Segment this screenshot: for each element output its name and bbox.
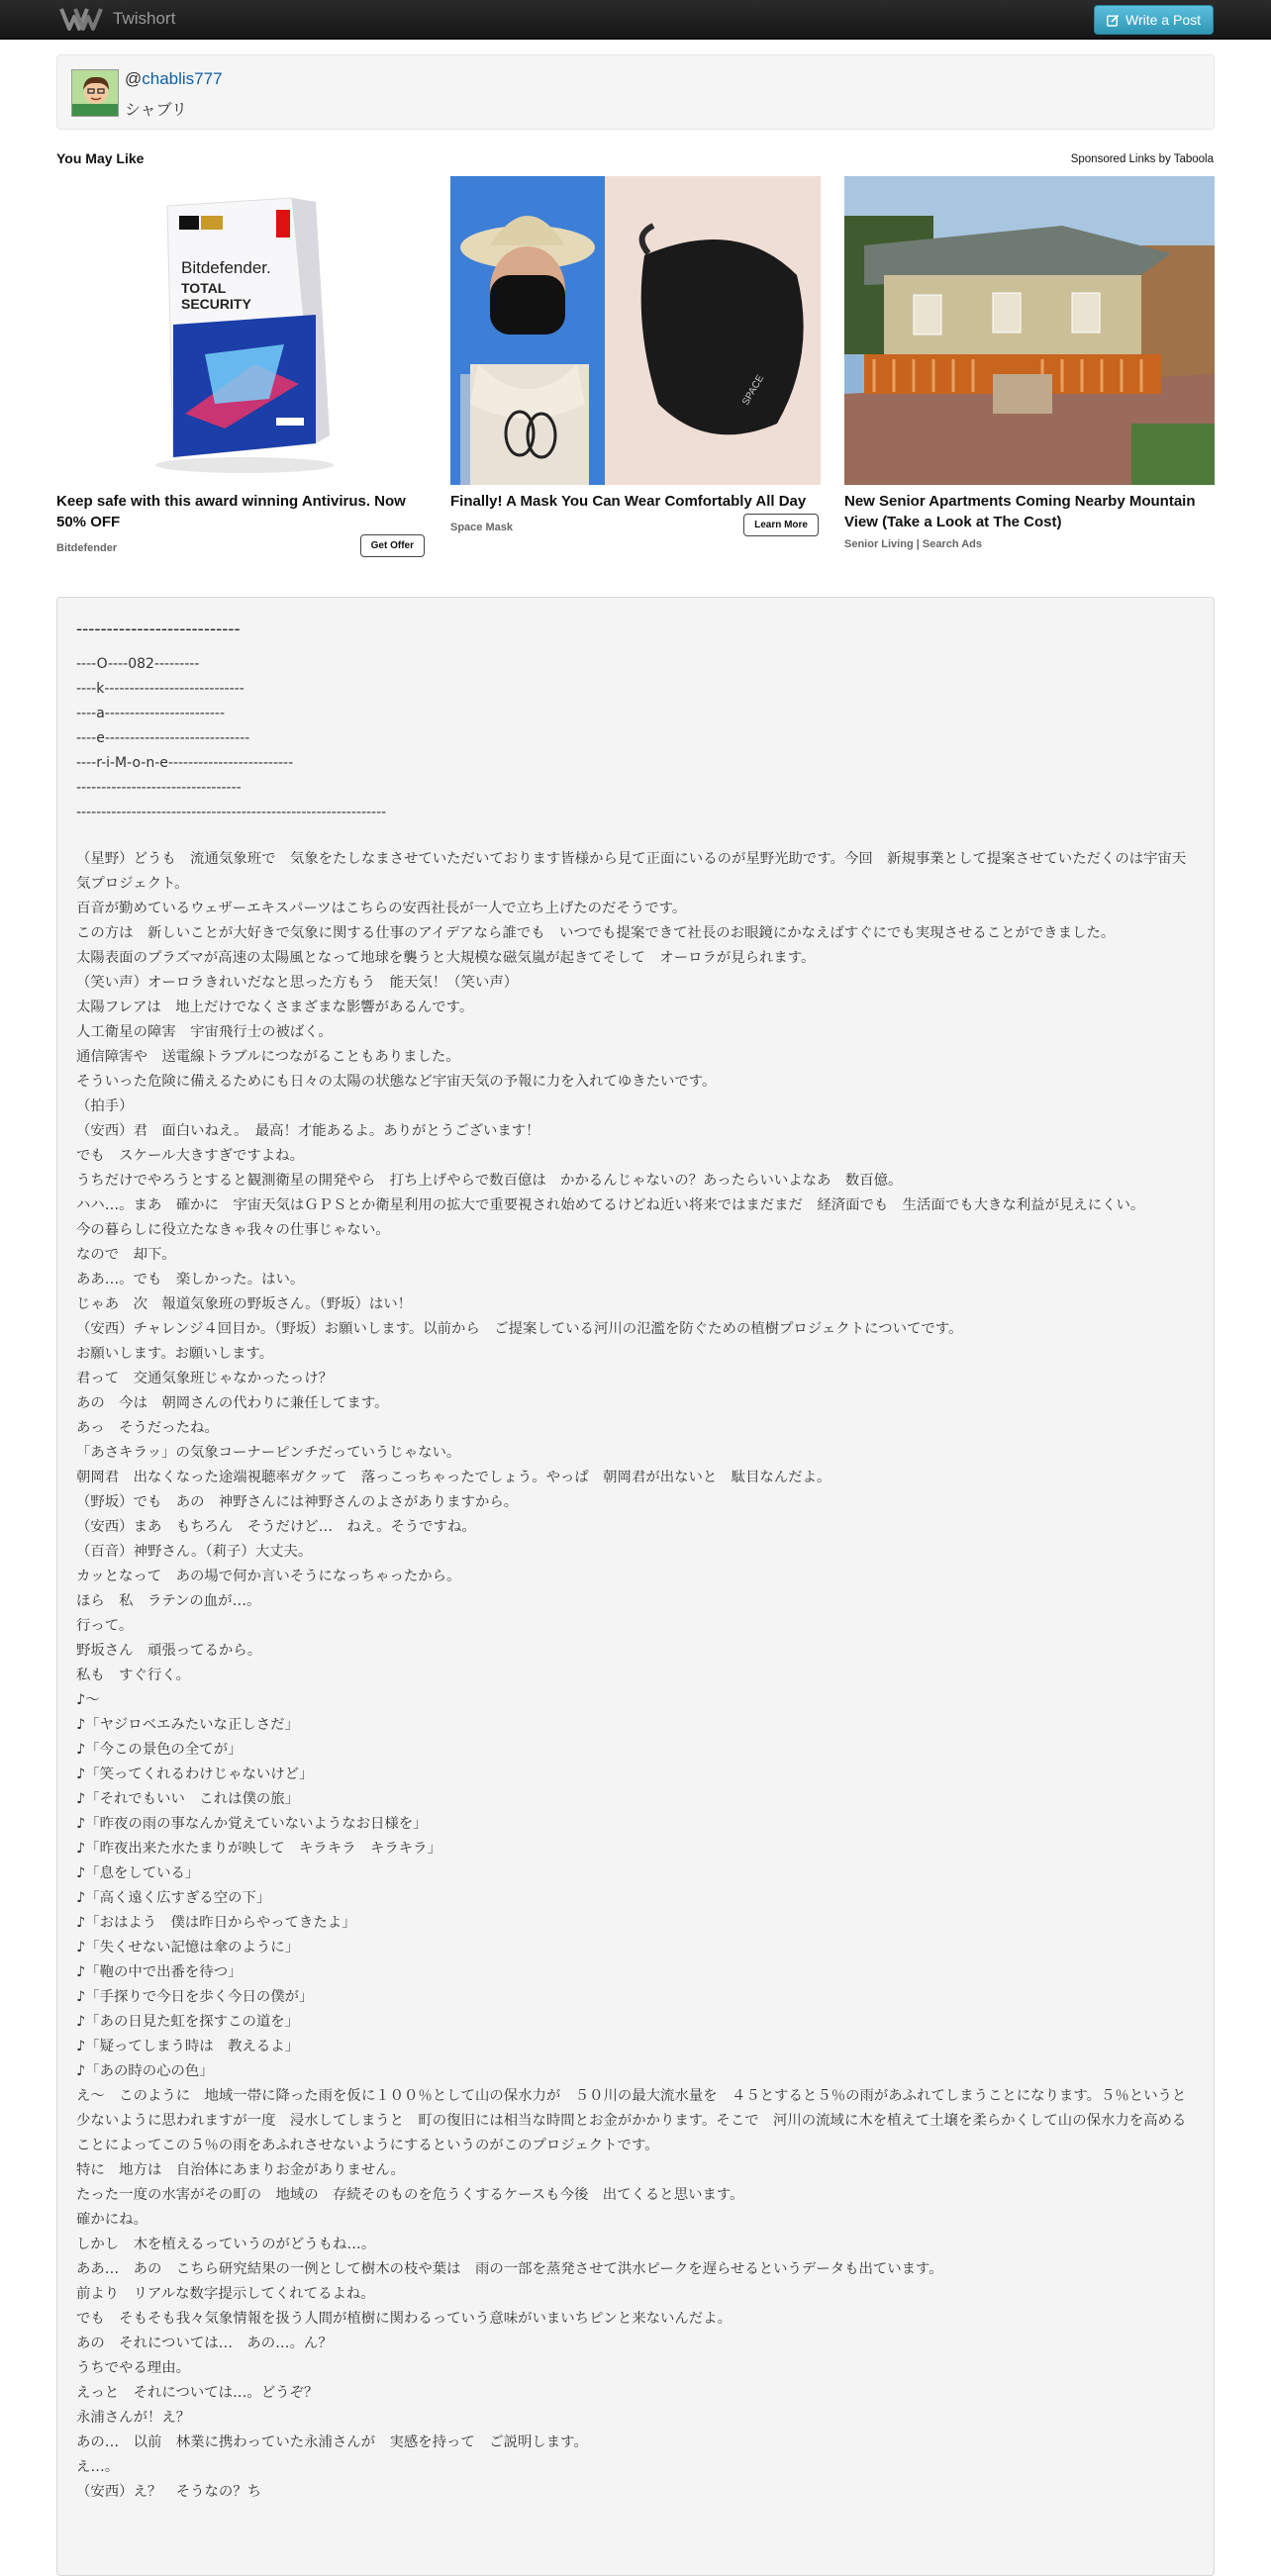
- ad-source: Space Mask: [450, 522, 513, 533]
- signature-line: ---------------------------------: [76, 780, 242, 796]
- post-line: ♪「今この景色の全てが」: [76, 1742, 243, 1758]
- post-line: 太陽表面のプラズマが高速の太陽風となって地球を襲うと大規模な磁気嵐が起きてそして オーロラが見られます。: [76, 950, 816, 966]
- post-line: ♪「手探りで今日を歩く今日の僕が」: [76, 1989, 314, 2005]
- post-line: ♪「ヤジロベエみたいな正しさだ」: [76, 1717, 299, 1733]
- post-line: しかし 木を植えるっていうのがどうもね…。: [76, 2237, 376, 2252]
- post-line: ハハ…。まあ 確かに 宇宙天気はＧＰＳとか衛星利用の拡大で重要視され始めてるけどね近い将来ではまだまだ 経済面でも 生活面でも大きな利益が見えにくい。: [76, 1197, 1145, 1213]
- post-line: 特に 地方は 自治体にあまりお金がありません。: [76, 2162, 405, 2178]
- post-header-rule: ---------------------------: [76, 620, 241, 639]
- ad-title[interactable]: New Senior Apartments Coming Nearby Mountain View (Take a Look at The Cost): [844, 493, 1196, 530]
- post-line: ♪「息をしている」: [76, 1865, 200, 1881]
- post-line: 人工衛星の障害 宇宙飛行士の被ばく。: [76, 1024, 333, 1040]
- post-line: 太陽フレアは 地上だけでなくさまざまな影響があるんです。: [76, 1000, 474, 1015]
- post-line: ♪「あの時の心の色」: [76, 2063, 214, 2079]
- user-card: [56, 54, 1215, 130]
- post-line: なので 却下。: [76, 1247, 176, 1263]
- ad-title[interactable]: Finally! A Mask You Can Wear Comfortably All Day: [450, 493, 807, 510]
- signature-line: ----a------------------------: [76, 706, 226, 721]
- post-line: うちでやる理由。: [76, 2360, 190, 2376]
- post-line: あの… 以前 林業に携わっていた永浦さんが 実感を持って ご説明します。: [76, 2434, 588, 2450]
- post-line: 君って 交通気象班じゃなかったっけ？: [76, 1371, 334, 1386]
- post-line: ♪「失くせない記憶は傘のように」: [76, 1940, 300, 1956]
- post-line: え…。: [76, 2459, 120, 2475]
- handle-at-sign: @: [125, 69, 143, 88]
- post-line: （野坂）でも あの 神野さんには神野さんのよさがありますから。: [76, 1494, 519, 1510]
- ad-card-mask[interactable]: [450, 176, 821, 536]
- post-line: あの それについては… あの…。ん？: [76, 2336, 333, 2351]
- post-line: でも そもそも我々気象情報を扱う人間が植樹に関わるっていう意味がいまいちピンと来ないんだよ。: [76, 2311, 732, 2327]
- post-line: （拍手）: [76, 1098, 134, 1114]
- post-line: （笑い声）オーロラきれいだなと思った方もう 能天気！（笑い声）: [76, 975, 519, 991]
- antivirus-box-image: [56, 176, 427, 485]
- write-post-label: Write a Post: [1125, 12, 1201, 28]
- you-may-like-heading: You May Like: [56, 150, 145, 166]
- post-line: ああ…。でも 楽しかった。はい。: [76, 1272, 305, 1288]
- post-line: ♪「笑ってくれるわけじゃないけど」: [76, 1766, 314, 1782]
- post-line: （安西）君 面白いねえ。 最高！才能あるよ。ありがとうございます！: [76, 1123, 540, 1139]
- avatar-image: [72, 70, 119, 117]
- post-line: お願いします。お願いします。: [76, 1346, 274, 1362]
- write-post-button[interactable]: [1094, 5, 1214, 35]
- sponsored-links-label[interactable]: Sponsored Links by Taboola: [1070, 153, 1214, 165]
- post-line: あっ そうだったね。: [76, 1420, 219, 1436]
- post-line: あの 今は 朝岡さんの代わりに兼任してます。: [76, 1395, 389, 1411]
- post-panel: [56, 597, 1215, 2576]
- post-line: 百音が勤めているウェザーエキスパーツはこちらの安西社長が一人で立ち上げたのだそうです。: [76, 901, 687, 916]
- signature-line: ----r-i-M-o-n-e-------------------------: [76, 755, 294, 771]
- post-line: 確かにね。: [76, 2212, 147, 2228]
- svg-text:Bitdefender.: Bitdefender.: [181, 258, 271, 277]
- post-line: この方は 新しいことが大好きで気象に関する仕事のアイデアなら誰でも いつでも提案できて社長のお眼鏡にかなえばすぐにでも実現させることができました。: [76, 925, 1116, 941]
- ad-source: Senior Living | Search Ads: [844, 538, 982, 550]
- post-line: たった一度の水害がその町の 地域の 存続そのものを危うくするケースも今後 出てくると思います。: [76, 2187, 744, 2203]
- ad-image-mask[interactable]: [450, 176, 821, 485]
- post-line: 私も すぐ行く。: [76, 1668, 190, 1683]
- signature-line: ----k----------------------------: [76, 681, 244, 697]
- post-body: [76, 847, 1195, 2505]
- post-line: えっと それについては…。どうぞ？: [76, 2385, 319, 2401]
- post-line: ♪「疑ってしまう時は 教えるよ」: [76, 2039, 300, 2054]
- post-line: （安西）え？ そうなの？ち: [76, 2484, 262, 2500]
- post-line: 前より リアルな数字提示してくれてるよね。: [76, 2286, 375, 2302]
- post-line: 永浦さんが！え？: [76, 2410, 191, 2426]
- post-line: でも スケール大きすぎですよね。: [76, 1148, 304, 1164]
- brand-link[interactable]: [59, 6, 175, 32]
- learn-more-button[interactable]: Learn More: [743, 514, 819, 536]
- ad-image-antivirus[interactable]: [56, 176, 427, 485]
- user-handle-link[interactable]: [125, 69, 223, 89]
- post-line: ♪「あの日見た虹を探すこの道を」: [76, 2014, 300, 2030]
- post-line: ♪「高く遠く広すぎる空の下」: [76, 1890, 271, 1906]
- post-line: 野坂さん 頑張ってるから。: [76, 1643, 262, 1659]
- cottage-photo-image: [844, 176, 1215, 485]
- ad-title[interactable]: Keep safe with this award winning Antivirus. Now 50% OFF: [56, 493, 406, 530]
- brand-name: Twishort: [113, 9, 176, 28]
- post-signature-block: [76, 652, 386, 825]
- edit-square-icon: [1107, 14, 1120, 27]
- post-line: ♪「昨夜出来た水たまりが映して キラキラ キラキラ」: [76, 1841, 441, 1857]
- twishort-logo-icon: [59, 6, 103, 32]
- svg-text:TOTAL: TOTAL: [181, 280, 227, 296]
- ad-source: Bitdefender: [56, 542, 118, 554]
- post-line: そういった危険に備えるためにも日々の太陽の状態など宇宙天気の予報に力を入れてゆきたいです。: [76, 1074, 717, 1090]
- ad-card-antivirus[interactable]: [56, 176, 427, 557]
- ad-image-apartments[interactable]: [844, 176, 1215, 485]
- post-line: ♪「おはよう 僕は昨日からやってきたよ」: [76, 1915, 356, 1931]
- post-line: ♪「昨夜の雨の事なんか覚えていないようなお日様を」: [76, 1816, 428, 1832]
- signature-line: --------------------------------------------------------------: [76, 805, 387, 820]
- post-line: カッとなって あの場で何か言いそうになっちゃったから。: [76, 1569, 461, 1584]
- user-display-name: シャブリ: [125, 100, 188, 119]
- post-line: ♪「鞄の中で出番を待つ」: [76, 1964, 243, 1980]
- post-line: 朝岡君 出なくなった途端視聴率ガクッて 落っこっちゃったでしょう。やっぱ 朝岡君が出ないと 駄目なんだよ。: [76, 1470, 831, 1485]
- post-line: （安西）チャレンジ４回目か。（野坂）お願いします。以前から ご提案している河川の氾濫を防ぐための植樹プロジェクトについてです。: [76, 1321, 963, 1337]
- top-navbar: [0, 0, 1271, 40]
- post-line: うちだけでやろうとすると観測衛星の開発やら 打ち上げやらで数百億は かかるんじゃないの？あったらいいよなあ 数百億。: [76, 1173, 903, 1189]
- post-line: ♪「それでもいい これは僕の旅」: [76, 1791, 300, 1807]
- signature-line: ----e-----------------------------: [76, 730, 250, 746]
- post-line: （星野）どうも 流通気象班で 気象をたしなまさせていただいております皆様から見て正面にいるのが星野光助です。今回 新規事業として提案させていただくのは宇宙天気プロジェクト。: [76, 851, 1187, 892]
- signature-line: ----O----082---------: [76, 656, 200, 672]
- post-line: （百音）神野さん。（莉子）大丈夫。: [76, 1544, 313, 1560]
- mask-photo-image: [450, 176, 821, 485]
- post-line: え～ このように 地域一帯に降った雨を仮に１００％として山の保水力が ５０川の最大流水量を ４５とすると５％の雨があふれてしまうことになります。５％というと少ないように思われますが一度 浸水してしまうと 町の復旧には相当な時間とお金がかかります。そこで 河川の流域に木を植えて土壌を柔らかくして山の保水力を高めることによってこの５％の雨をあふれさせないようにするというのがこのプロジェクトです。: [76, 2088, 1187, 2153]
- avatar[interactable]: [71, 69, 119, 117]
- post-line: ああ… あの こちら研究結果の一例として樹木の枝や葉は 雨の一部を蒸発させて洪水ピークを遅らせるというデータも出ています。: [76, 2261, 943, 2277]
- post-line: ほら 私 ラテンの血が…。: [76, 1593, 261, 1609]
- post-line: 通信障害や 送電線トラブルにつながることもありました。: [76, 1049, 460, 1065]
- post-line: 今の暮らしに役立たなきゃ我々の仕事じゃない。: [76, 1222, 390, 1238]
- svg-text:SPACE: SPACE: [740, 373, 767, 408]
- post-line: 行って。: [76, 1618, 134, 1634]
- get-offer-button[interactable]: Get Offer: [360, 534, 425, 557]
- post-line: 「あさキラッ」の気象コーナーピンチだっていうじゃない。: [76, 1445, 461, 1461]
- post-line: じゃあ 次 報道気象班の野坂さん。（野坂）はい！: [76, 1296, 413, 1312]
- post-line: （安西）まあ もちろん そうだけど… ねえ。そうですね。: [76, 1519, 476, 1535]
- svg-text:SECURITY: SECURITY: [181, 296, 251, 312]
- ad-card-apartments[interactable]: [844, 176, 1215, 550]
- user-handle: chablis777: [142, 69, 223, 88]
- post-line: ♪～: [76, 1692, 100, 1708]
